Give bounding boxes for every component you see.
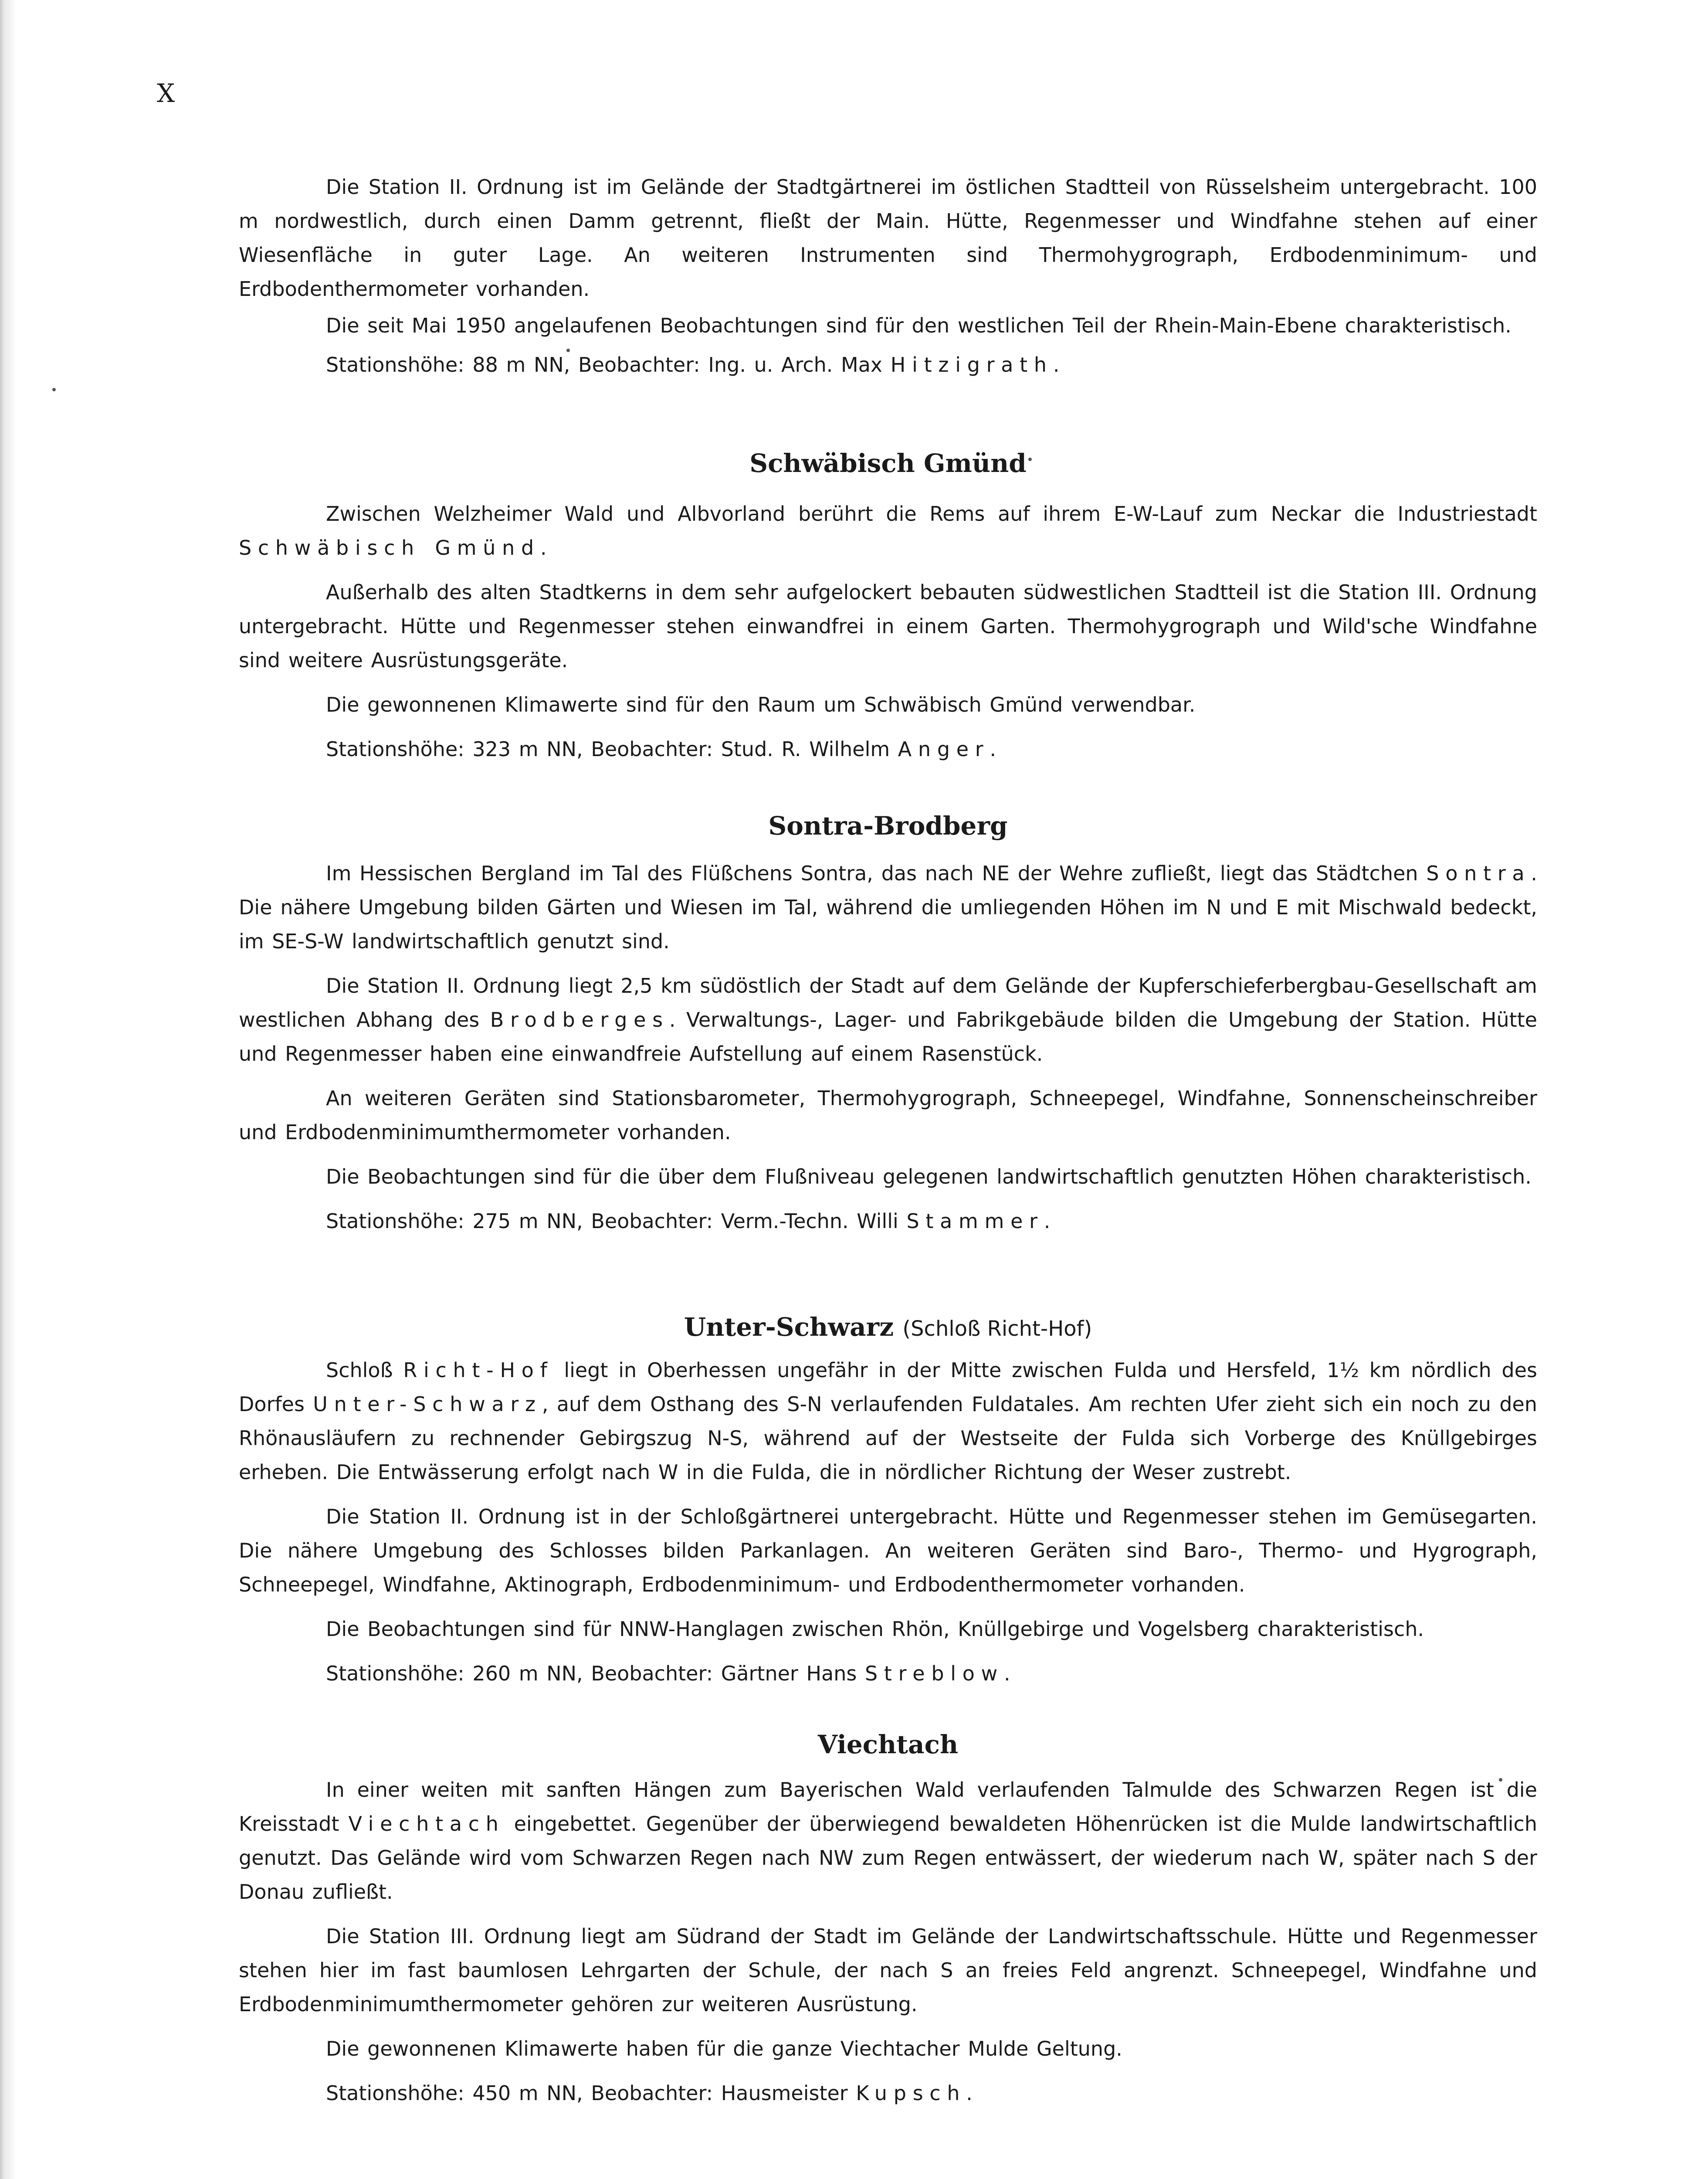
scan-edge xyxy=(0,0,17,2179)
paragraph: Die gewonnenen Klimawerte haben für die ganze Viechtacher Mulde Geltung. xyxy=(326,2037,1122,2060)
section-rüsselsheim xyxy=(239,170,1537,382)
paragraph: Schloß Richt-Hof liegt in Oberhessen ungefähr in der Mitte zwischen Fulda und Hersfeld, 1½ km nördlich des Dorfes Unter-Schwarz, auf dem Osthang des S-N verlaufenden Fuldatales. Am rechten Ufer zieht sich ein noch zu den Rhönausläufern zu rechnender Gebirgszug N-S, während auf der Westseite der Fulda sich Vorberge des Knüllgebirges erheben. Die Entwässerung erfolgt nach W in die Fulda, die in nördlicher Richtung der Weser zustrebt. xyxy=(239,1358,1538,1484)
paragraph: Die gewonnenen Klimawerte sind für den Raum um Schwäbisch Gmünd verwendbar. xyxy=(326,693,1196,716)
station-height-line: Stationshöhe: 323 m NN, Beobachter: Stud. R. Wilhelm Anger. xyxy=(326,737,996,761)
paragraph: In einer weiten mit sanften Hängen zum Bayerischen Wald verlaufenden Talmulde des Schwarzen Regen ist die Kreisstadt Viechtach eingebettet. Gegenüber der überwiegend bewaldeten Höhenrücken ist die Mulde landwirtschaftlich genutzt. Das Gelände wird vom Schwarzen Regen nach NW zum Regen entwässert, der wiederum nach W, später nach S der Donau zufließt. xyxy=(239,1778,1538,1904)
paragraph: Außerhalb des alten Stadtkerns in dem sehr aufgelockert bebauten südwestlichen Stadtteil ist die Station III. Ordnung untergebracht. Hütte und Regenmesser stehen einwandfrei in einem Garten. Thermohygrograph und Wild'sche Windfahne sind weitere Ausrüstungsgeräte. xyxy=(239,580,1537,672)
section-title: Sontra-Brodberg xyxy=(768,811,1008,841)
paragraph: Zwischen Welzheimer Wald und Albvorland berührt die Rems auf ihrem E-W-Lauf zum Neckar die Industriestadt Schwäbisch Gmünd. xyxy=(239,502,1537,560)
section-sontra-brodberg xyxy=(239,856,1537,1238)
scan-speck xyxy=(52,388,56,391)
station-height-line: Stationshöhe: 275 m NN, Beobachter: Verm.-Techn. Willi Stammer. xyxy=(326,1209,1051,1233)
paragraph: Die Beobachtungen sind für NNW-Hanglagen zwischen Rhön, Knüllgebirge und Vogelsberg charakteristisch. xyxy=(326,1617,1424,1641)
section-title-note: (Schloß Richt-Hof) xyxy=(902,1317,1092,1341)
page-number: X xyxy=(157,78,176,108)
section-viechtach xyxy=(239,1773,1537,2110)
section-schwäbisch-gmünd xyxy=(239,497,1537,766)
paragraph: Die Beobachtungen sind für die über dem Flußniveau gelegenen landwirtschaftlich genutzten Höhen charakteristisch. xyxy=(326,1165,1532,1188)
paragraph: Die Station II. Ordnung liegt 2,5 km südöstlich der Stadt auf dem Gelände der Kupferschieferbergbau-Gesellschaft am westlichen Abhang des Brodberges. Verwaltungs-, Lager- und Fabrikgebäude bilden die Umgebung der Station. Hütte und Regenmesser haben eine einwandfreie Aufstellung auf einem Rasenstück. xyxy=(239,974,1537,1066)
section-unter-schwarz xyxy=(239,1353,1537,1690)
paragraph: An weiteren Geräten sind Stationsbarometer, Thermohygrograph, Schneepegel, Windfahne, Sonnenscheinschreiber und Erdbodenminimumthermometer vorhanden. xyxy=(239,1086,1537,1144)
paragraph: Die Station II. Ordnung ist in der Schloßgärtnerei untergebracht. Hütte und Regenmesser stehen im Gemüsegarten. Die nähere Umgebung des Schlosses bilden Parkanlagen. An weiteren Geräten sind Baro-, Thermo- und Hygrograph, Schneepegel, Windfahne, Aktinograph, Erdbodenminimum- und Erdbodenthermometer vorhanden. xyxy=(239,1505,1537,1596)
section-title: Viechtach xyxy=(817,1730,959,1759)
station-height-line: Stationshöhe: 450 m NN, Beobachter: Hausmeister Kupsch. xyxy=(326,2081,973,2105)
station-height-line: Stationshöhe: 88 m NN, Beobachter: Ing. u. Arch. Max Hitzigrath. xyxy=(326,353,1060,377)
paragraph: Im Hessischen Bergland im Tal des Flüßchens Sontra, das nach NE der Wehre zufließt, liegt das Städtchen Sontra. Die nähere Umgebung bilden Gärten und Wiesen im Tal, während die umliegenden Höhen im N und E mit Mischwald bedeckt, im SE-S-W landwirtschaftlich genutzt sind. xyxy=(239,862,1537,953)
paragraph: Die Station II. Ordnung ist im Gelände der Stadtgärtnerei im östlichen Stadtteil von Rüsselsheim untergebracht. 100 m nordwestlich, durch einen Damm getrennt, fließt der Main. Hütte, Regenmesser und Windfahne stehen auf einer Wiesenfläche in guter Lage. An weiteren Instrumenten sind Thermohygrograph, Erdbodenminimum- und Erdbodenthermometer vorhanden. xyxy=(239,175,1537,301)
station-height-line: Stationshöhe: 260 m NN, Beobachter: Gärtner Hans Streblow. xyxy=(326,1662,1010,1685)
section-title: Schwäbisch Gmünd xyxy=(749,448,1027,478)
paragraph: Die Station III. Ordnung liegt am Südrand der Stadt im Gelände der Landwirtschaftsschule. Hütte und Regenmesser stehen hier im fast baumlosen Lehrgarten der Schule, der nach S an freies Feld angrenzt. Schneepegel, Windfahne und Erdbodenminimumthermometer gehören zur weiteren Ausrüstung. xyxy=(239,1924,1537,2016)
section-title: Unter-Schwarz (Schloß Richt-Hof) xyxy=(684,1312,1092,1342)
paragraph: Die seit Mai 1950 angelaufenen Beobachtungen sind für den westlichen Teil der Rhein-Main-Ebene charakteristisch. xyxy=(326,314,1511,337)
